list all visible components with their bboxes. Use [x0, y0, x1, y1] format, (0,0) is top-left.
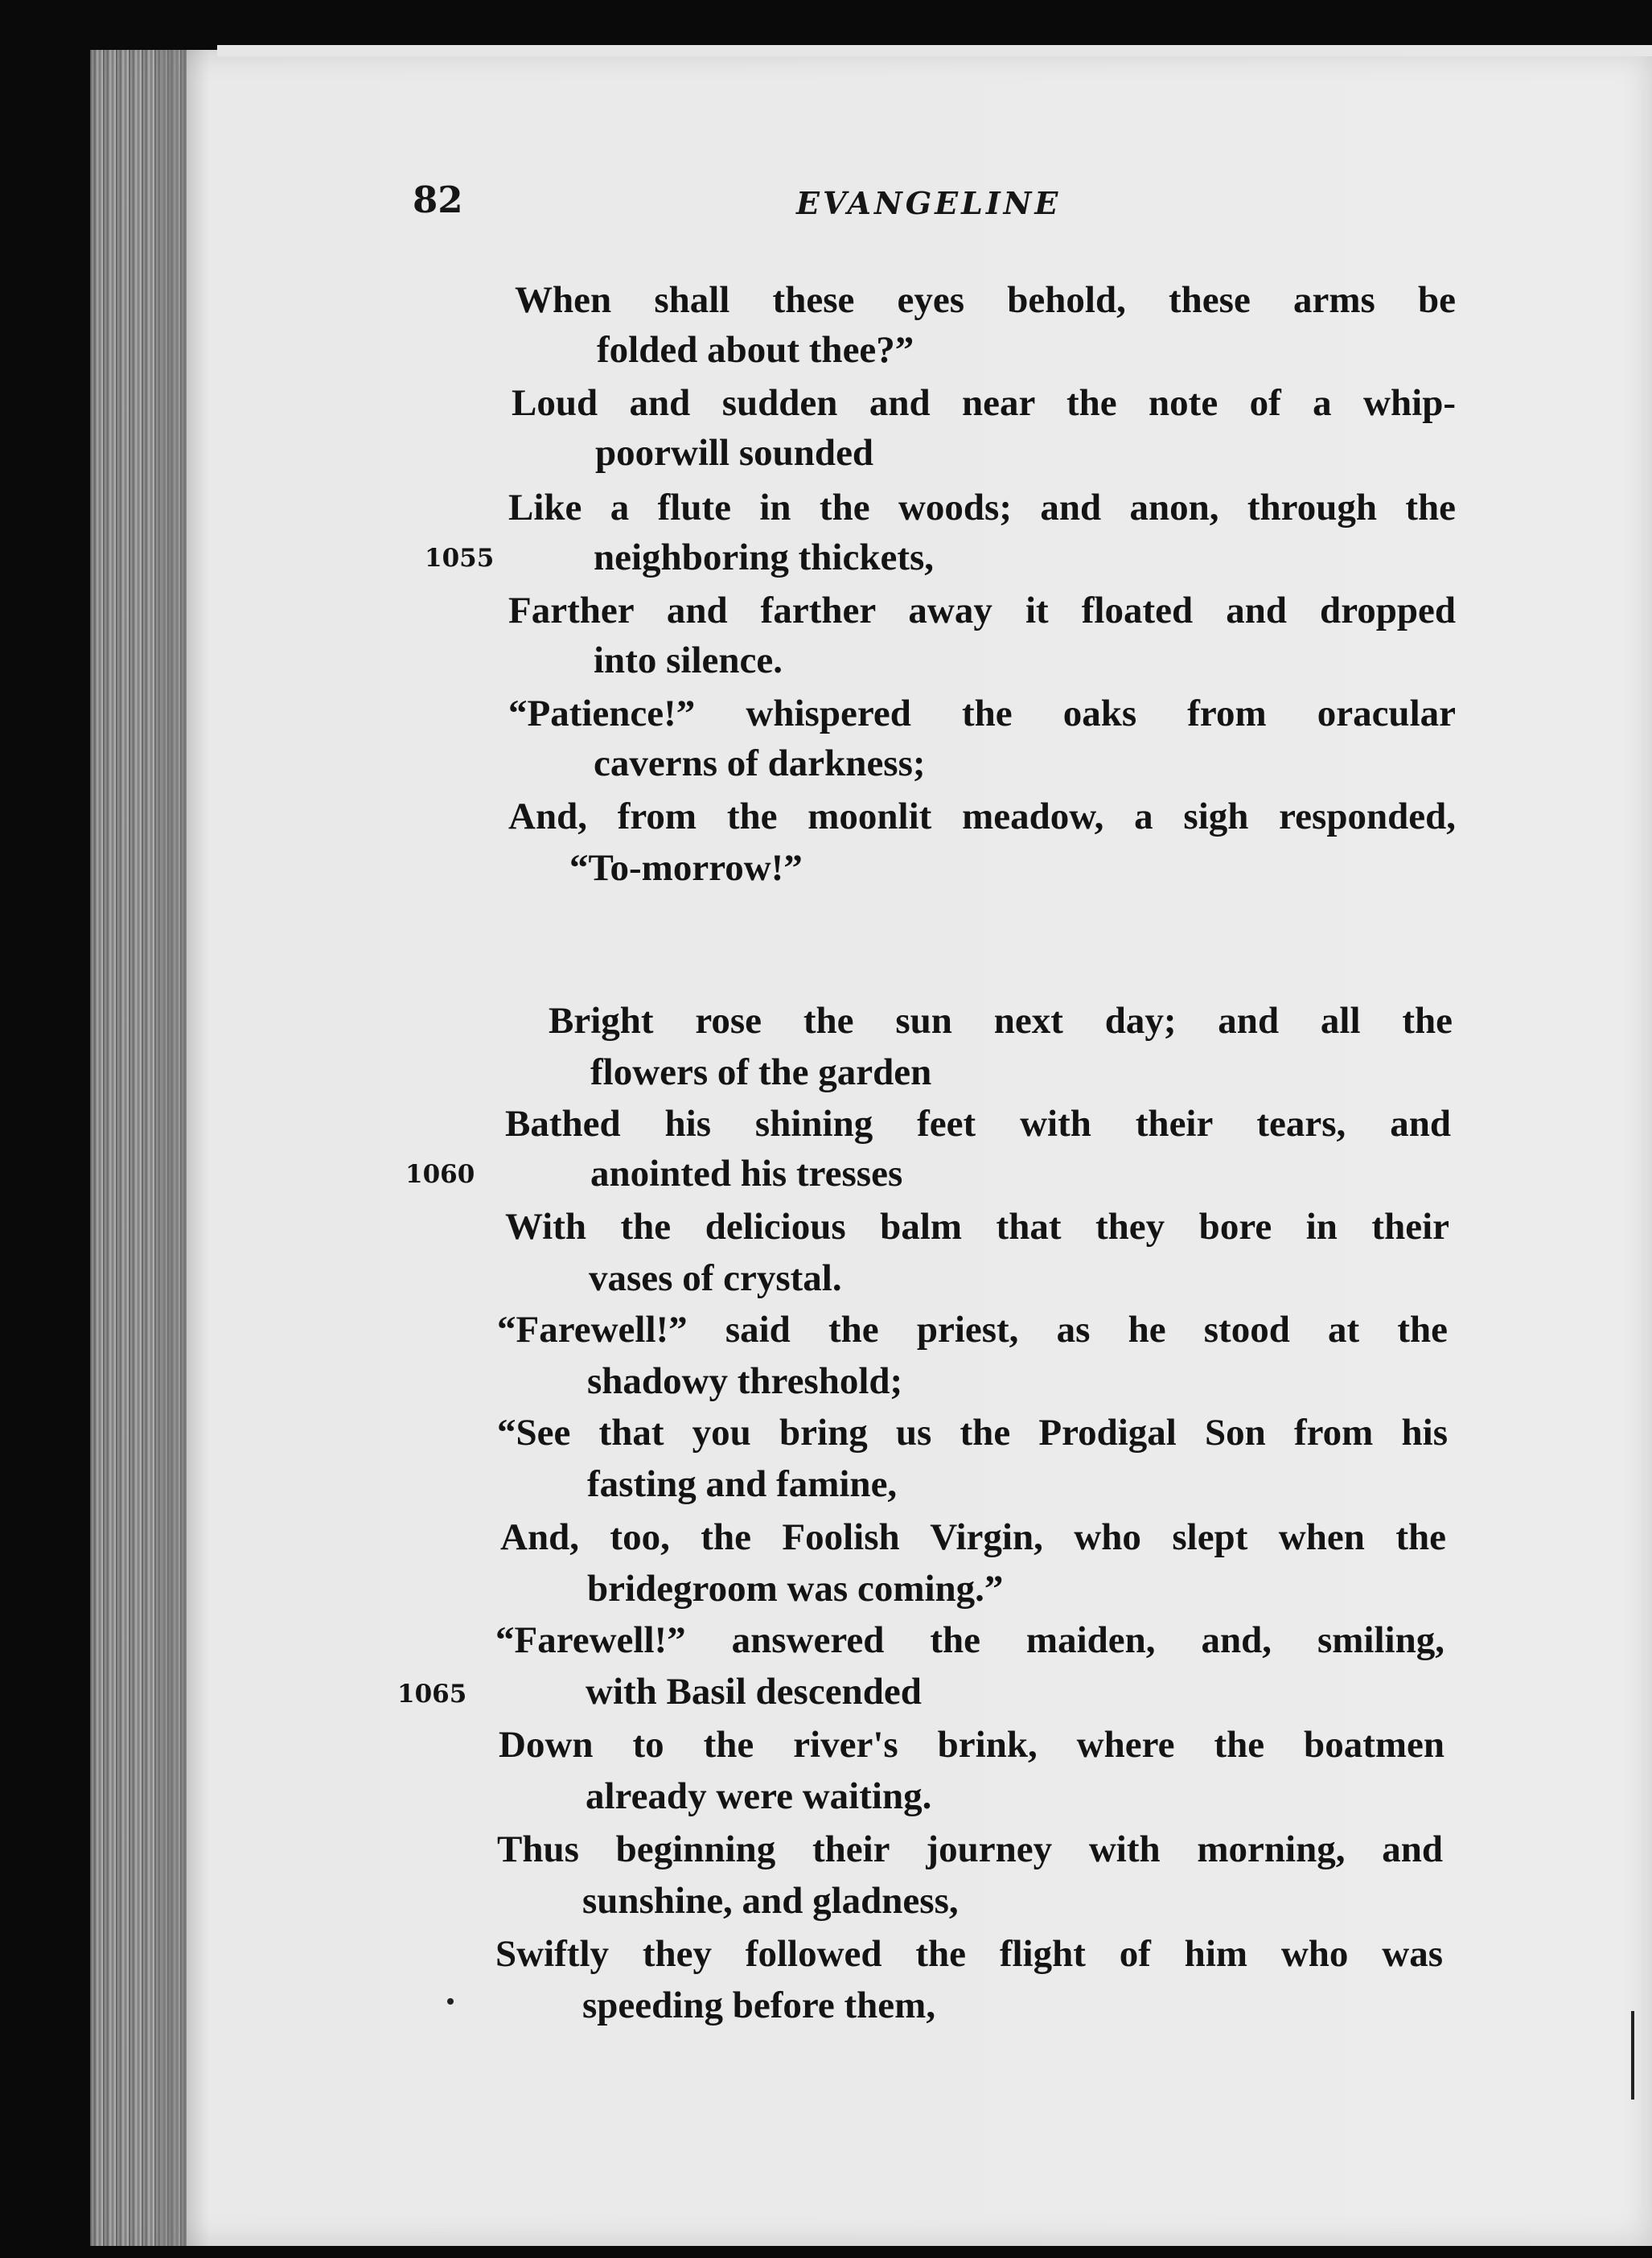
line-number: 1060 [405, 1160, 475, 1189]
verse-line: When shall these eyes behold, these arms be [515, 279, 1456, 321]
verse-line: anointed his tresses [590, 1153, 903, 1195]
verse-line: “Patience!” whispered the oaks from oracular [508, 693, 1456, 734]
line-number: 1065 [397, 1680, 467, 1709]
verse-line: folded about thee?” [597, 329, 914, 371]
right-edge-mark [1631, 2011, 1634, 2100]
verse-line: Loud and sudden and near the note of a whip- [512, 382, 1456, 424]
page-top-edge [217, 45, 1652, 56]
verse-line: “Farewell!” said the priest, as he stood at the [497, 1309, 1448, 1351]
verse-line: “See that you bring us the Prodigal Son from his [497, 1412, 1448, 1454]
verse-line: With the delicious balm that they bore in their [505, 1206, 1449, 1248]
verse-line: fasting and famine, [587, 1463, 898, 1505]
verse-line: Down to the river's brink, where the boatmen [499, 1724, 1444, 1766]
verse-line: vases of crystal. [589, 1257, 842, 1299]
verse-line: already were waiting. [586, 1775, 932, 1817]
verse-line: Bright rose the sun next day; and all the [549, 1000, 1453, 1042]
verse-line: into silence. [594, 640, 783, 681]
page-number: 82 [413, 179, 463, 221]
margin-dot [447, 1998, 454, 2005]
verse-line: Thus beginning their journey with morning, and [497, 1828, 1443, 1870]
verse-line: flowers of the garden [590, 1051, 932, 1093]
verse-line: shadowy threshold; [587, 1360, 903, 1402]
spine-shadow [161, 50, 209, 2246]
verse-line: And, too, the Foolish Virgin, who slept when the [500, 1516, 1446, 1558]
line-number: 1055 [425, 544, 495, 573]
verse-line: bridegroom was coming.” [587, 1568, 1004, 1610]
verse-line: sunshine, and gladness, [582, 1880, 959, 1922]
verse-line: poorwill sounded [595, 432, 874, 474]
verse-line: “To-morrow!” [569, 847, 803, 889]
verse-line: neighboring thickets, [594, 537, 935, 578]
running-title: EVANGELINE [796, 185, 1062, 221]
verse-line: speeding before them, [582, 1984, 936, 2026]
verse-line: Like a flute in the woods; and anon, through the [508, 487, 1456, 529]
verse-line: caverns of darkness; [594, 742, 926, 784]
verse-line: “Farewell!” answered the maiden, and, smiling, [495, 1619, 1444, 1661]
verse-line: And, from the moonlit meadow, a sigh responded, [508, 796, 1456, 837]
verse-line: Farther and farther away it floated and dropped [508, 590, 1456, 631]
verse-line: with Basil descended [586, 1671, 922, 1713]
verse-line: Bathed his shining feet with their tears, and [505, 1103, 1451, 1145]
verse-line: Swiftly they followed the flight of him who was [495, 1933, 1443, 1975]
